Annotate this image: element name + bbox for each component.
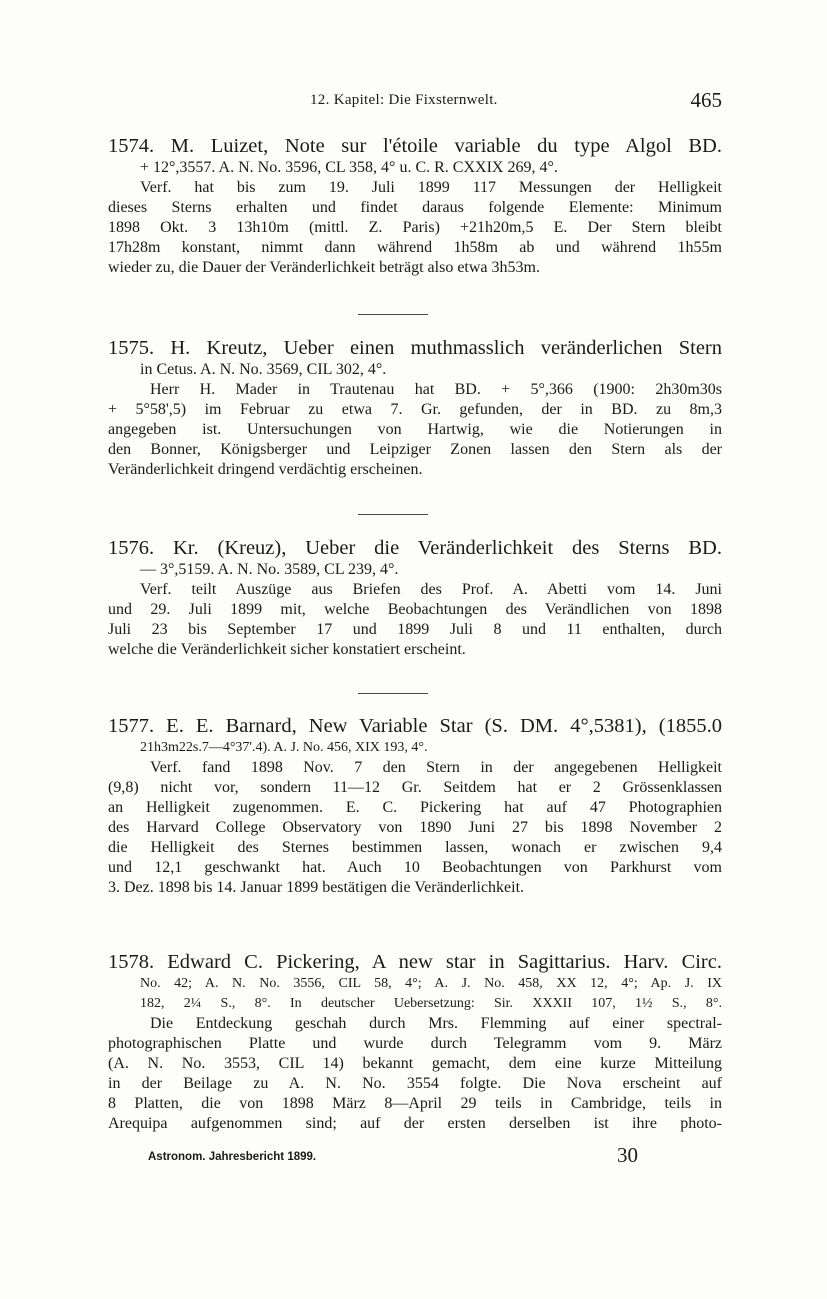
page-footer	[148, 1143, 638, 1173]
entry-text-line: die Helligkeit des Sternes bestimmen lassen, wonach er zwischen 9,4	[108, 839, 722, 856]
entry-text-line: photographischen Platte und wurde durch Telegramm vom 9. März	[108, 1035, 722, 1052]
entry-1576	[108, 536, 722, 660]
entry-text-line: Juli 23 bis September 17 und 1899 Juli 8 und 11 enthalten, durch	[108, 621, 722, 638]
entry-text-line: + 5°58',5) im Februar zu etwa 7. Gr. gefunden, der in BD. zu 8m,3	[108, 401, 722, 418]
entry-text-line: (9,8) nicht vor, sondern 11—12 Gr. Seitdem hat er 2 Grössenklassen	[108, 779, 722, 796]
entry-separator	[358, 514, 428, 515]
entry-text-line: dieses Sterns erhalten und findet daraus folgende Elemente: Minimum	[108, 199, 722, 216]
entry-1574	[108, 134, 722, 278]
entry-text-line: wieder zu, die Dauer der Veränderlichkeit beträgt also etwa 3h53m.	[108, 259, 540, 276]
entry-title: 1578. Edward C. Pickering, A new star in Sagittarius. Harv. Circ.	[108, 951, 722, 973]
entry-title: 1576. Kr. (Kreuz), Ueber die Veränderlichkeit des Sterns BD.	[108, 537, 722, 559]
entry-reference: 182, 2¼ S., 8°. In deutscher Uebersetzung: Sir. XXXII 107, 1½ S., 8°.	[140, 996, 722, 1011]
entry-text-line: Arequipa aufgenommen sind; auf der ersten derselben ist ihre photo-	[108, 1115, 722, 1132]
entry-text-line: und 29. Juli 1899 mit, welche Beobachtungen des Verändlichen von 1898	[108, 601, 722, 618]
entry-text-line: 1898 Okt. 3 13h10m (mittl. Z. Paris) +21h20m,5 E. Der Stern bleibt	[108, 219, 722, 236]
entry-reference: + 12°,3557. A. N. No. 3596, CL 358, 4° u. C. R. CXXIX 269, 4°.	[140, 159, 558, 176]
entry-text-line: und 12,1 geschwankt hat. Auch 10 Beobachtungen von Parkhurst vom	[108, 859, 722, 876]
entry-reference: in Cetus. A. N. No. 3569, CIL 302, 4°.	[140, 361, 387, 378]
entry-text-line: Herr H. Mader in Trautenau hat BD. + 5°,366 (1900: 2h30m30s	[150, 381, 722, 398]
page-number: 465	[690, 88, 722, 112]
entry-text-line: Verf. hat bis zum 19. Juli 1899 117 Messungen der Helligkeit	[140, 179, 722, 196]
entry-text-line: angegeben ist. Untersuchungen von Hartwig, wie die Notierungen in	[108, 421, 722, 438]
entry-reference: 21h3m22s.7—4°37'.4). A. J. No. 456, XIX 193, 4°.	[140, 740, 428, 755]
entry-title: 1577. E. E. Barnard, New Variable Star (S. DM. 4°,5381), (1855.0	[108, 715, 722, 737]
entry-reference: No. 42; A. N. No. 3556, CIL 58, 4°; A. J. No. 458, XX 12, 4°; Ap. J. IX	[140, 976, 722, 991]
entry-text-line: des Harvard College Observatory von 1890 Juni 27 bis 1898 November 2	[108, 819, 722, 836]
entry-text-line: 3. Dez. 1898 bis 14. Januar 1899 bestätigen die Veränderlichkeit.	[108, 879, 525, 896]
signature-mark: 30	[617, 1143, 638, 1167]
entry-text-line: Die Entdeckung geschah durch Mrs. Flemming auf einer spectral-	[150, 1015, 722, 1032]
entry-text-line: Veränderlichkeit dringend verdächtig erscheinen.	[108, 461, 423, 478]
entry-title: 1575. H. Kreutz, Ueber einen muthmasslich veränderlichen Stern	[108, 337, 722, 359]
page-header	[108, 88, 722, 118]
entry-title: 1574. M. Luizet, Note sur l'étoile variable du type Algol BD.	[108, 135, 722, 157]
entry-text-line: in der Beilage zu A. N. No. 3554 folgte. Die Nova erscheint auf	[108, 1075, 722, 1092]
entry-1577	[108, 714, 722, 898]
entry-text-line: welche die Veränderlichkeit sicher konstatiert erscheint.	[108, 641, 466, 658]
entry-text-line: den Bonner, Königsberger und Leipziger Zonen lassen den Stern als der	[108, 441, 722, 458]
entry-separator	[358, 314, 428, 315]
entry-text-line: Verf. teilt Auszüge aus Briefen des Prof. A. Abetti vom 14. Juni	[140, 581, 722, 598]
entry-text-line: 17h28m konstant, nimmt dann während 1h58m ab und während 1h55m	[108, 239, 722, 256]
entry-text-line: (A. N. No. 3553, CIL 14) bekannt gemacht, dem eine kurze Mitteilung	[108, 1055, 722, 1072]
entry-text-line: an Helligkeit zugenommen. E. C. Pickering hat auf 47 Photographien	[108, 799, 722, 816]
running-head: 12. Kapitel: Die Fixsternwelt.	[310, 92, 498, 108]
entry-separator	[358, 693, 428, 694]
entry-reference: — 3°,5159. A. N. No. 3589, CL 239, 4°.	[140, 561, 399, 578]
entry-text-line: Verf. fand 1898 Nov. 7 den Stern in der angegebenen Helligkeit	[150, 759, 722, 776]
entry-1578	[108, 950, 722, 1134]
journal-title: Astronom. Jahresbericht 1899.	[148, 1151, 317, 1163]
entry-1575	[108, 336, 722, 480]
entry-text-line: 8 Platten, die von 1898 März 8—April 29 teils in Cambridge, teils in	[108, 1095, 722, 1112]
